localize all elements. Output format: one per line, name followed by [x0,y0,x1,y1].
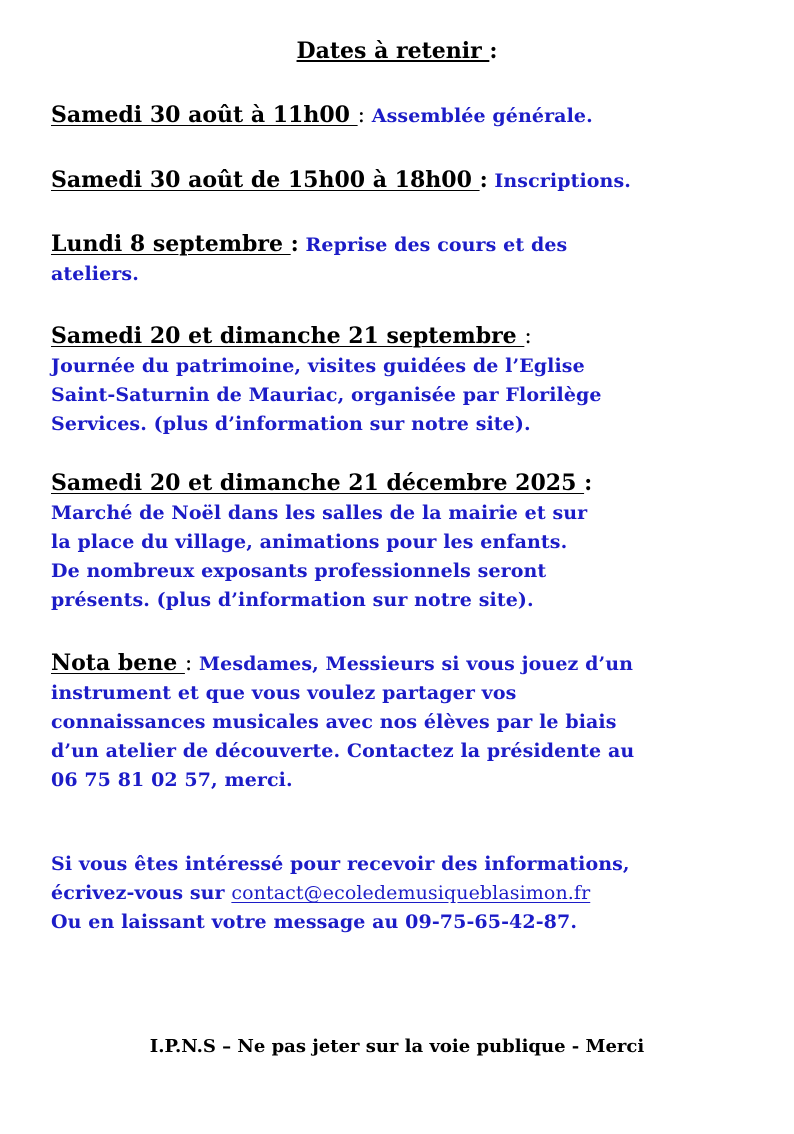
nota-bene [51,649,751,795]
event-description: Reprise des cours et des [298,234,568,256]
nota-bene-text: connaissances musicales avec nos élèves par le biais [51,711,617,733]
nota-bene-text: Mesdames, Messieurs si vous jouez d’un [192,653,634,675]
contact-info [51,850,751,937]
event-separator: : [584,470,593,496]
event-separator: : [524,324,532,349]
event-date: Lundi 8 septembre [51,231,291,257]
event-description: Inscriptions. [487,170,631,192]
nota-bene-text: d’un atelier de découverte. Contactez la présidente au [51,740,635,762]
event-date: Samedi 30 août à 11h00 [51,102,358,128]
page-title [0,38,794,64]
nota-bene-text: 06 75 81 02 57, merci. [51,769,293,791]
event-separator: : [290,231,299,257]
event-description: ateliers. [51,263,139,285]
nota-bene-label: Nota bene [51,650,185,676]
nota-bene-text: instrument et que vous voulez partager vos [51,682,517,704]
event-item [51,322,751,439]
event-separator: : [479,167,488,193]
nota-bene-separator: : [184,651,193,676]
event-date: Samedi 30 août de 15h00 à 18h00 [51,167,480,193]
event-date: Samedi 20 et dimanche 21 décembre 2025 [51,470,585,496]
event-description: Journée du patrimoine, visites guidées de l’Eglise [51,355,585,377]
contact-email-link[interactable]: contact@ecoledemusiqueblasimon.fr [231,882,591,904]
contact-line: Si vous êtes intéressé pour recevoir des informations, [51,853,630,875]
event-description: Saint-Saturnin de Mauriac, organisée par Florilège [51,384,602,406]
event-description: De nombreux exposants professionnels seront [51,560,547,582]
event-description: Marché de Noël dans les salles de la mairie et sur [51,502,588,524]
event-description: présents. (plus d’information sur notre site). [51,589,534,611]
event-date: Samedi 20 et dimanche 21 septembre [51,323,525,349]
event-item [51,101,751,131]
page-title-text: Dates à retenir [296,38,490,64]
contact-line: Ou en laissant votre message au 09-75-65-42-87. [51,911,578,933]
event-item [51,230,751,289]
event-description: la place du village, animations pour les enfants. [51,531,568,553]
contact-line: écrivez-vous sur [51,882,232,904]
event-separator: : [357,103,366,128]
footer-notice: I.P.N.S – Ne pas jeter sur la voie publique - Merci [149,1036,645,1057]
event-description: Assemblée générale. [365,105,593,127]
page-title-colon: : [489,38,498,64]
event-item [51,166,751,196]
event-description: Services. (plus d’information sur notre site). [51,413,531,435]
event-item [51,469,751,615]
